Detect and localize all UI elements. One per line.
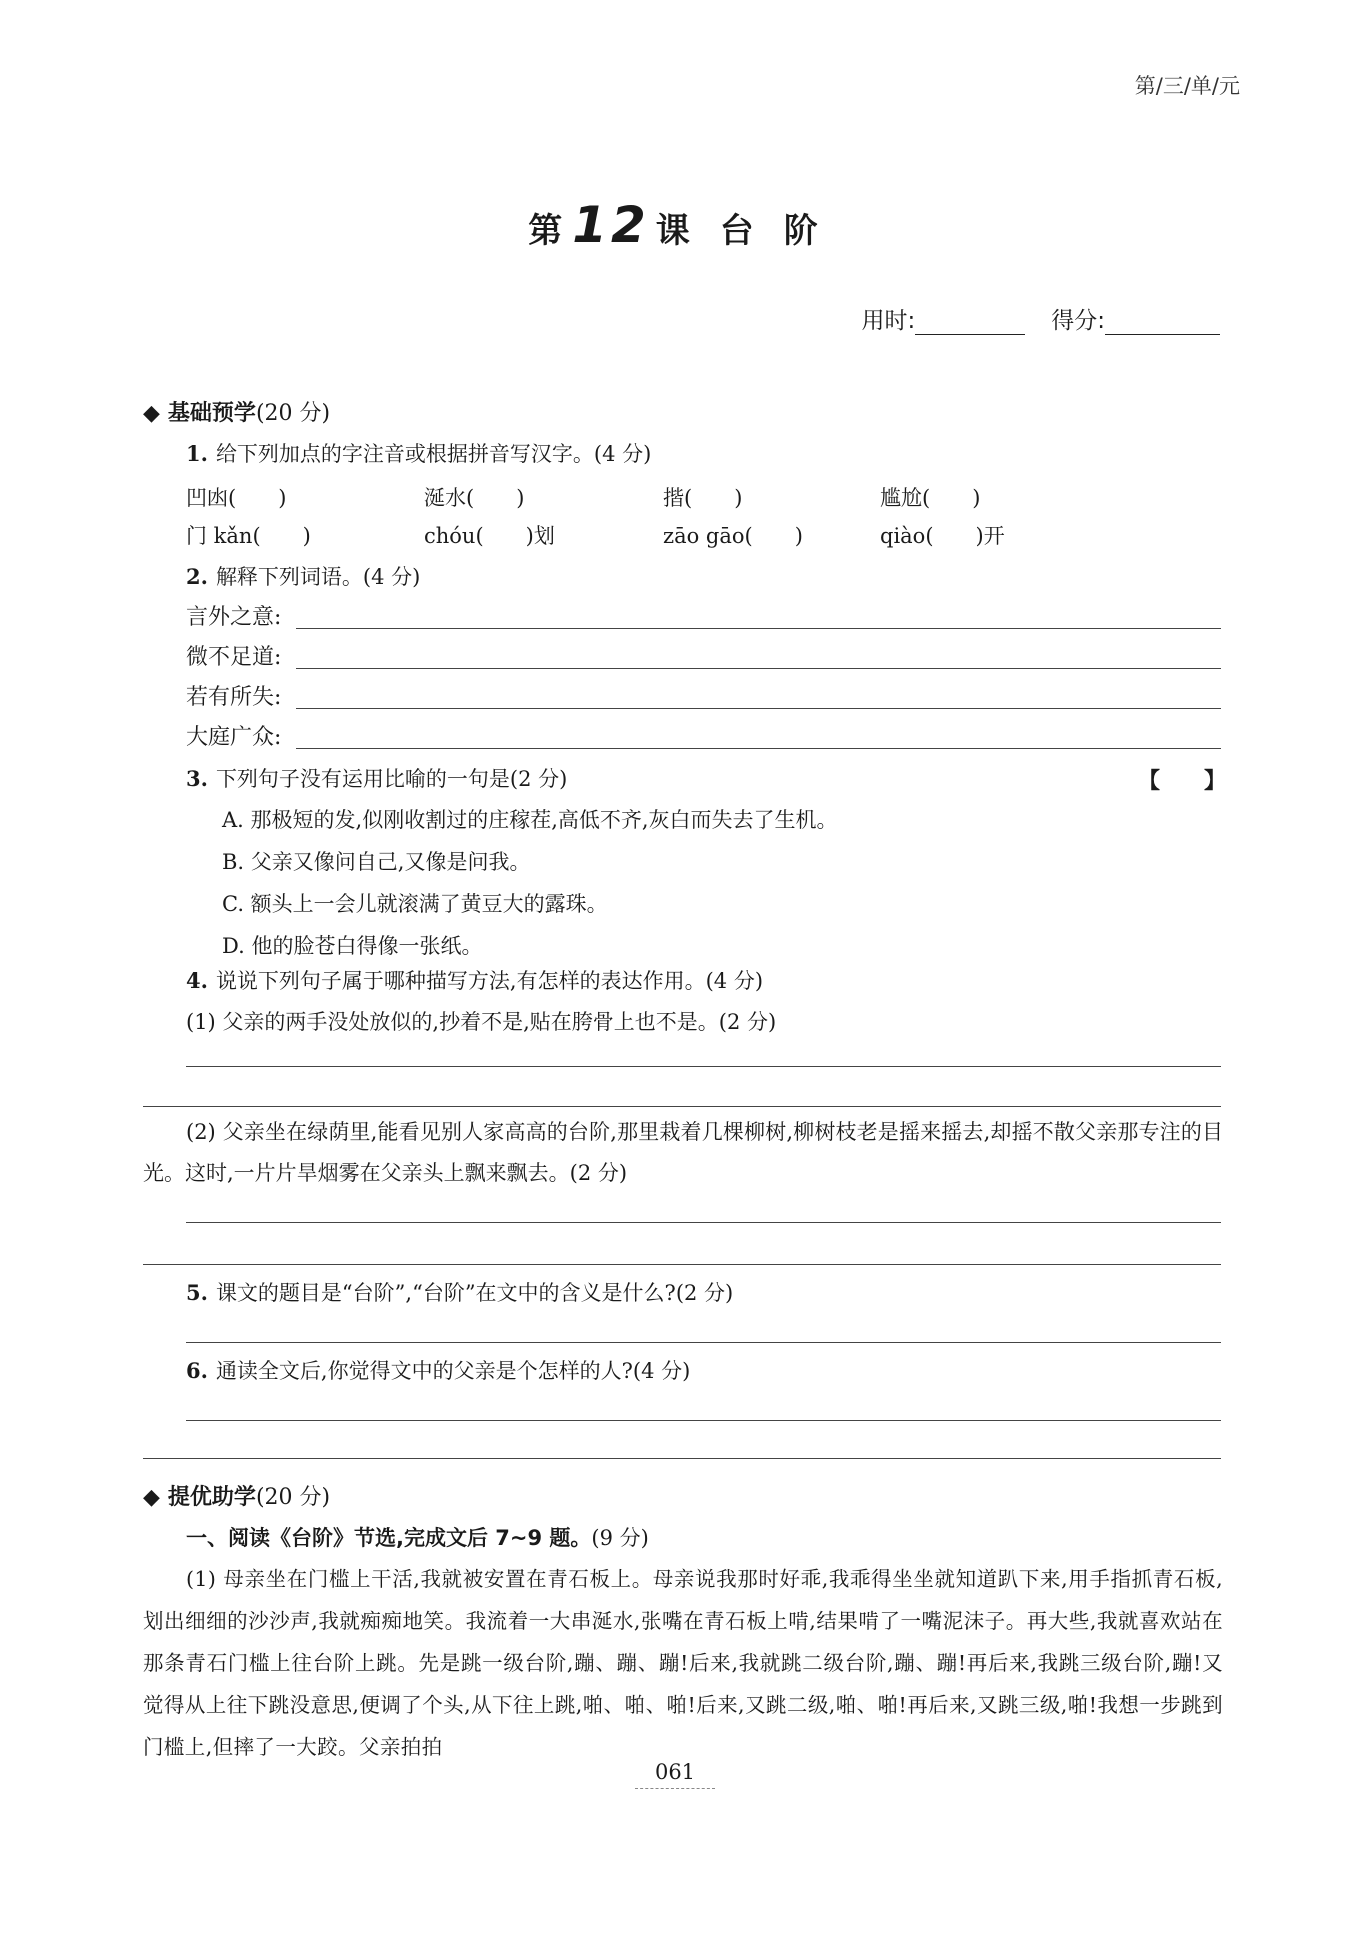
term-label: 若有所失: [186,685,282,710]
page-number-text: 061 [654,1760,696,1784]
answer-line[interactable] [296,628,1221,629]
q1-item: chóu( )划 [424,524,555,548]
section-advance-heading [143,1480,743,1511]
term-label: 言外之意: [186,605,282,630]
question-4-sub-2: (2) 父亲坐在绿荫里,能看见别人家高高的台阶,那里栽着几棵柳树,柳树枝老是摇来摇去,却摇不散父亲那专注的目光。这时,一片片旱烟雾在父亲头上飘来飘去。(2 分) [143,1120,1223,1185]
section-basic-heading [143,396,743,427]
question-1-text: 给下列加点的字注音或根据拼音写汉字。(4 分) [215,442,652,466]
question-1 [186,435,1186,473]
term-label: 微不足道: [186,645,282,670]
answer-line[interactable] [296,708,1221,709]
q1-item: 凹凼( ) [186,486,287,510]
question-3-text: 下列句子没有运用比喻的一句是(2 分) [215,767,568,791]
question-4-number: 4. [186,968,208,993]
reading-heading [186,1522,1186,1552]
option-d[interactable]: D. 他的脸苍白得像一张纸。 [222,934,483,958]
answer-line[interactable] [296,748,1221,749]
unit-header: 第/三/单/元 [1134,74,1240,98]
reading-paragraph: (1) 母亲坐在门槛上干活,我就被安置在青石板上。母亲说我那时好乖,我乖得坐坐就知道趴下来,用手指抓青石板,划出细细的沙沙声,我就痴痴地笑。我流着一大串涎水,张嘴在青石板上啃,结果啃了一嘴泥沫子。再大些,我就喜欢站在那条青石门槛上往台阶上跳。先是跳一级台阶,蹦、蹦、蹦!后来,我就跳二级台阶,蹦、蹦!再后来,我跳三级台阶,蹦!又觉得从上往下跳没意思,便调了个头,从下往上跳,啪、啪、啪!后来,又跳二级,啪、啪!再后来,又跳三级,啪!我想一步跳到门槛上,但摔了一大跤。父亲拍拍 [143,1567,1223,1759]
score-blank[interactable] [1105,312,1220,335]
time-blank[interactable] [915,312,1025,335]
answer-line[interactable] [143,1458,1221,1459]
question-6-number: 6. [186,1358,208,1383]
q1-item: qiào( )开 [880,524,1005,548]
question-2-number: 2. [186,564,208,589]
q1-item: 涎水( ) [424,486,525,510]
section-basic-score: (20 分) [255,401,331,426]
question-2-text: 解释下列词语。(4 分) [215,565,421,589]
lesson-number: 12 [572,196,650,254]
answer-line[interactable] [296,668,1221,669]
option-c[interactable]: C. 额头上一会儿就滚满了黄豆大的露珠。 [222,892,608,916]
answer-line[interactable] [186,1222,1221,1223]
term-label: 大庭广众: [186,725,282,750]
score-line [862,302,1221,335]
question-3-number: 3. [186,766,208,791]
title-name-2: 阶 [783,211,822,251]
q1-item: zāo gāo( ) [663,524,803,548]
question-6-text: 通读全文后,你觉得文中的父亲是个怎样的人?(4 分) [215,1359,691,1383]
diamond-icon: ◆ [143,401,160,426]
answer-line[interactable] [186,1342,1221,1343]
answer-line[interactable] [186,1420,1221,1421]
section-advance-title: 提优助学 [167,1485,256,1510]
question-5 [186,1274,1186,1312]
page-number [0,1760,1350,1789]
question-4-text: 说说下列句子属于哪种描写方法,有怎样的表达作用。(4 分) [215,969,764,993]
time-label: 用时: [861,308,916,334]
question-4 [186,962,1186,1000]
option-a[interactable]: A. 那极短的发,似刚收割过的庄稼茬,高低不齐,灰白而失去了生机。 [222,808,838,832]
q1-item: 揩( ) [663,486,743,510]
question-3 [186,760,1086,798]
q1-item: 门 kǎn( ) [186,524,311,548]
diamond-icon: ◆ [143,1485,160,1510]
question-2 [186,558,1186,596]
question-5-number: 5. [186,1280,208,1305]
page-number-rule [635,1788,715,1789]
answer-line[interactable] [143,1106,1221,1107]
question-1-number: 1. [186,441,208,466]
question-5-text: 课文的题目是“台阶”,“台阶”在文中的含义是什么?(2 分) [215,1281,734,1305]
option-b[interactable]: B. 父亲又像问自己,又像是问我。 [222,850,531,874]
section-basic-title: 基础预学 [167,401,256,426]
lesson-title [0,196,1350,254]
answer-line[interactable] [143,1264,1221,1265]
title-prefix: 第 [528,211,567,251]
answer-line[interactable] [186,1066,1221,1067]
title-name-1: 台 [719,211,758,251]
title-suffix: 课 [655,211,694,251]
reading-heading-text: 一、阅读《台阶》节选,完成文后 7~9 题。 [186,1526,592,1550]
question-6 [186,1352,1186,1390]
section-advance-score: (20 分) [255,1485,331,1510]
q1-item: 尴尬( ) [880,486,981,510]
score-label: 得分: [1051,308,1105,334]
answer-bracket[interactable]: 【 】 [1138,769,1227,794]
reading-heading-score: (9 分) [591,1526,649,1550]
question-4-sub-1: (1) 父亲的两手没处放似的,抄着不是,贴在胯骨上也不是。(2 分) [186,1010,777,1034]
